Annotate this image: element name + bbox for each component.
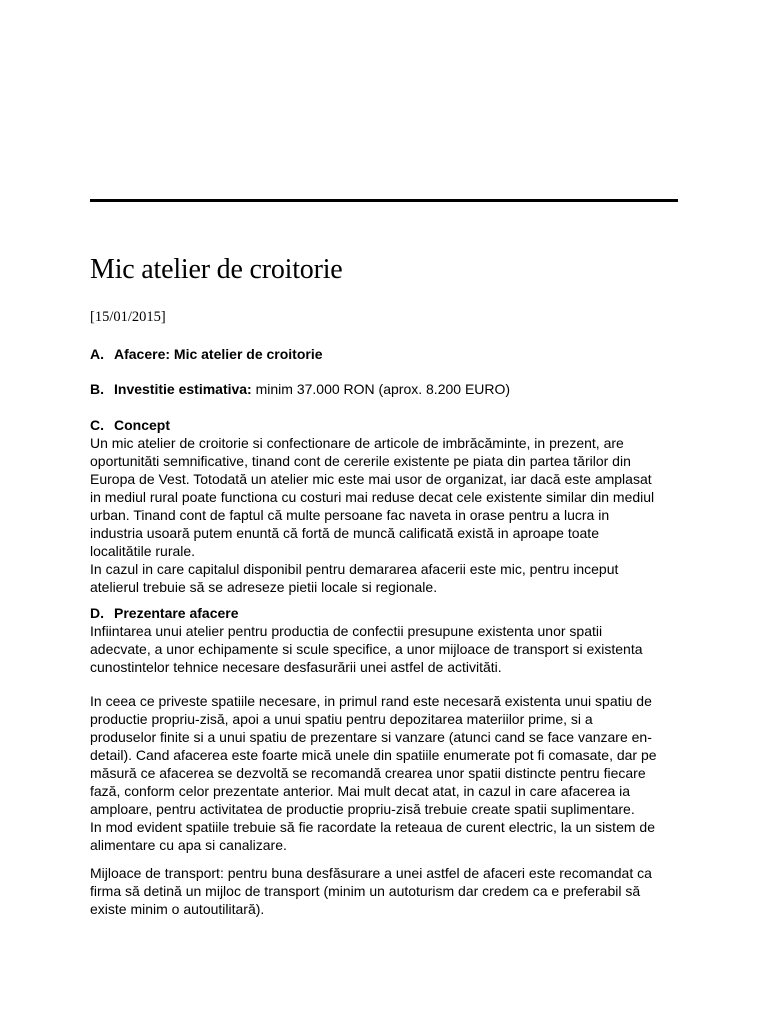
body-line: productie propriu-zisă, apoi a unui spatiu pentru depozitarea materiilor prime, si a (90, 711, 593, 727)
section-d-title: Prezentare afacere (114, 605, 239, 621)
section-c-letter: C. (90, 417, 104, 433)
body-line: urban. Tinand cont de faptul că multe persoane fac naveta in orase pentru a lucra in (90, 507, 610, 523)
body-line: In cazul in care capitalul disponibil pentru demararea afacerii este mic, pentru inceput (90, 561, 619, 577)
section-c-body (90, 434, 690, 596)
section-a-letter: A. (90, 346, 104, 362)
body-line: atelierul trebuie să se adreseze pietii locale si regionale. (90, 579, 438, 595)
section-b-value: minim 37.000 RON (aprox. 8.200 EURO) (251, 381, 511, 397)
body-line: Un mic atelier de croitorie si confectionare de articole de imbrăcăminte, in prezent, are (90, 435, 624, 451)
body-line: alimentare cu apa si canalizare. (90, 837, 287, 853)
body-line: măsură ce afacerea se dezvoltă se recomandă crearea unor spatii distincte pentru fiecare (90, 765, 646, 781)
paragraph-spatii (90, 692, 690, 854)
body-line: Europa de Vest. Totodată un atelier mic este mai usor de organizat, iar dacă este amplasat (90, 471, 652, 487)
body-line: fază, conform celor prezentate anterior. Mai mult decat atat, in cazul in care afacerea ia (90, 783, 631, 799)
section-b-title: Investitie estimativa: (114, 381, 252, 397)
body-line: industria usoară putem enuntă că fortă de muncă calificată există in aproape toate (90, 525, 599, 541)
section-b (90, 380, 690, 398)
body-line: in mediul rural poate functiona cu costuri mai reduse decat cele existente similar din mediul (90, 489, 655, 505)
section-d-body (90, 622, 690, 676)
section-d (90, 604, 690, 676)
body-line: firma să detină un mijloc de transport (minim un autoturism dar credem ca e preferabil să (90, 883, 641, 899)
body-line: adecvate, a unor echipamente si scule specifice, a unor mijloace de transport si existenta (90, 641, 643, 657)
section-a-title: Afacere: Mic atelier de croitorie (114, 346, 323, 362)
section-d-letter: D. (90, 605, 104, 621)
body-line: produselor finite si a unui spatiu de prezentare si vanzare (atunci cand se face vanzare en- (90, 729, 652, 745)
body-line: Mijloace de transport: pentru buna desfăsurare a unei astfel de afaceri este recomandat ca (90, 865, 652, 881)
document-date: [15/01/2015] (90, 309, 166, 325)
body-line: cunostintelor tehnice necesare desfasurării unei astfel de activităti. (90, 659, 502, 675)
header-rule (90, 199, 678, 202)
section-a (90, 345, 690, 363)
section-b-letter: B. (90, 381, 104, 397)
paragraph-transport (90, 864, 690, 918)
document-title: Mic atelier de croitorie (90, 254, 343, 285)
body-line: existe minim o autoutilitară). (90, 901, 265, 917)
body-line: In mod evident spatiile trebuie să fie racordate la reteaua de curent electric, la un sistem de (90, 819, 655, 835)
body-line: oportunităti semnificative, tinand cont de cererile existente pe piata din partea tărilor din (90, 453, 631, 469)
section-b-heading (90, 380, 690, 398)
body-line: In ceea ce priveste spatiile necesare, in primul rand este necesară existenta unui spatiu de (90, 693, 652, 709)
body-line: amploare, pentru activitatea de productie propriu-zisă trebuie create spatii suplimentare. (90, 801, 635, 817)
body-line: localitătile rurale. (90, 543, 196, 559)
section-c-heading (90, 416, 690, 434)
section-a-heading (90, 345, 690, 363)
section-c (90, 416, 690, 596)
body-line: Infiintarea unui atelier pentru productia de confectii presupune existenta unor spatii (90, 623, 603, 639)
section-d-heading (90, 604, 690, 622)
section-c-title: Concept (114, 417, 170, 433)
body-line: detail). Cand afacerea este foarte mică unele din spatiile enumerate pot fi comasate, dar pe (90, 747, 657, 763)
